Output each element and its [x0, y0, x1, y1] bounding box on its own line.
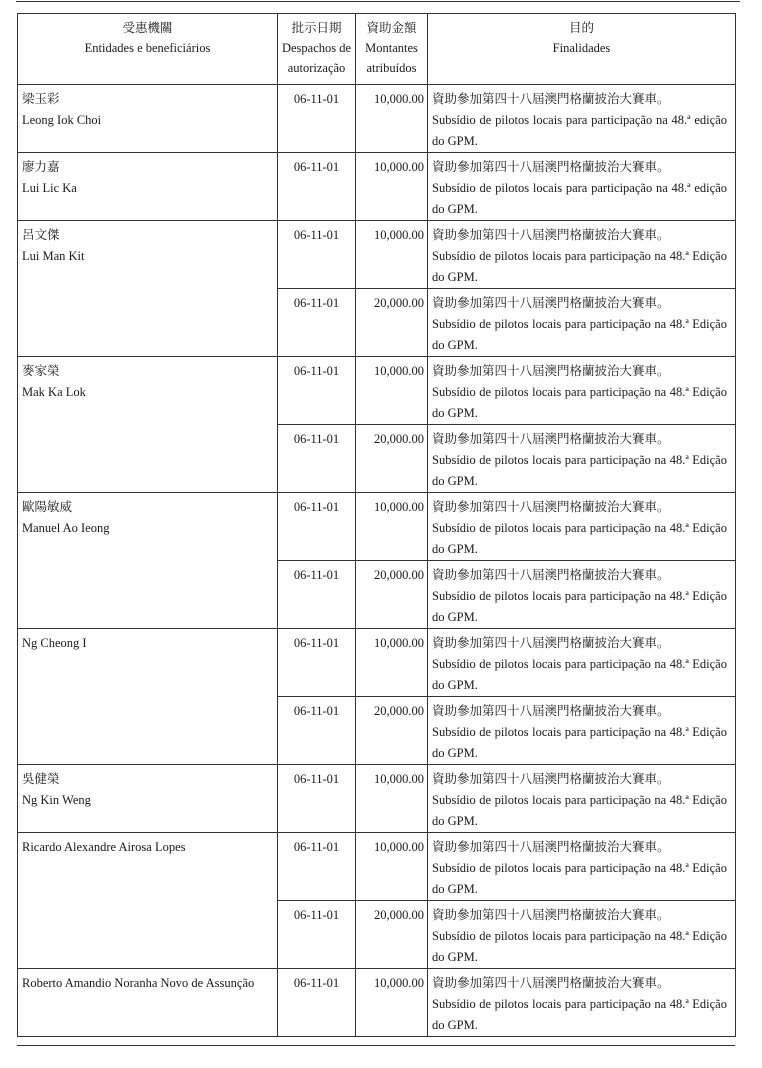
- purpose-cell: [428, 493, 736, 561]
- purpose-pt: Subsídio de pilotos locais para participação na 48.ª Edição do GPM.: [432, 589, 727, 624]
- purpose-zh: 資助參加第四十八屆澳門格蘭披治大賽車。: [432, 772, 670, 786]
- dispatch-date: 06-11-01: [278, 561, 356, 629]
- beneficiary-name-pt: Lui Man Kit: [22, 249, 85, 263]
- header-beneficiaries: [18, 14, 278, 85]
- dispatch-date: 06-11-01: [278, 289, 356, 357]
- grants-table: [17, 13, 736, 1037]
- purpose-cell: [428, 85, 736, 153]
- table-row: [18, 833, 736, 901]
- purpose-zh: 資助參加第四十八屆澳門格蘭披治大賽車。: [432, 432, 670, 446]
- purpose-zh: 資助參加第四十八屆澳門格蘭披治大賽車。: [432, 364, 670, 378]
- beneficiary-name-pt: Ng Kin Weng: [22, 793, 91, 807]
- table-row: [18, 85, 736, 153]
- purpose-cell: [428, 357, 736, 425]
- table-row: [18, 765, 736, 833]
- table-header-row: [18, 14, 736, 85]
- beneficiary-name-pt: Ricardo Alexandre Airosa Lopes: [22, 840, 186, 854]
- purpose-pt: Subsídio de pilotos locais para participação na 48.ª Edição do GPM.: [432, 793, 727, 828]
- amount: 10,000.00: [356, 493, 428, 561]
- dispatch-date: 06-11-01: [278, 697, 356, 765]
- beneficiary-cell: [18, 357, 278, 493]
- header-purpose: [428, 14, 736, 85]
- beneficiary-name-zh: 吳健榮: [22, 772, 60, 786]
- purpose-pt: Subsídio de pilotos locais para participação na 48.ª Edição do GPM.: [432, 385, 727, 420]
- amount: 10,000.00: [356, 85, 428, 153]
- purpose-cell: [428, 425, 736, 493]
- purpose-zh: 資助參加第四十八屆澳門格蘭披治大賽車。: [432, 296, 670, 310]
- dispatch-date: 06-11-01: [278, 221, 356, 289]
- beneficiary-cell: [18, 629, 278, 765]
- beneficiary-name-pt: Manuel Ao Ieong: [22, 521, 110, 535]
- header-amount-pt: Montantes atribuídos: [365, 41, 418, 75]
- header-dispatch-date-zh: 批示日期: [291, 21, 342, 35]
- purpose-pt: Subsídio de pilotos locais para participação na 48.ª Edição do GPM.: [432, 249, 727, 284]
- table-row: [18, 357, 736, 425]
- dispatch-date: 06-11-01: [278, 153, 356, 221]
- purpose-cell: [428, 221, 736, 289]
- purpose-pt: Subsídio de pilotos locais para participação na 48.ª Edição do GPM.: [432, 317, 727, 352]
- purpose-pt: Subsídio de pilotos locais para participação na 48.ª edição do GPM.: [432, 113, 727, 148]
- amount: 20,000.00: [356, 289, 428, 357]
- table-body: [18, 85, 736, 1037]
- beneficiary-name-zh: 歐陽敏威: [22, 500, 73, 514]
- purpose-zh: 資助參加第四十八屆澳門格蘭披治大賽車。: [432, 568, 670, 582]
- grants-table-container: [17, 13, 735, 1037]
- purpose-pt: Subsídio de pilotos locais para participação na 48.ª Edição do GPM.: [432, 861, 727, 896]
- beneficiary-cell: [18, 221, 278, 357]
- dispatch-date: 06-11-01: [278, 901, 356, 969]
- header-dispatch-date: [278, 14, 356, 85]
- amount: 10,000.00: [356, 629, 428, 697]
- table-row: [18, 221, 736, 289]
- purpose-zh: 資助參加第四十八屆澳門格蘭披治大賽車。: [432, 636, 670, 650]
- purpose-zh: 資助參加第四十八屆澳門格蘭披治大賽車。: [432, 500, 670, 514]
- purpose-cell: [428, 765, 736, 833]
- purpose-zh: 資助參加第四十八屆澳門格蘭披治大賽車。: [432, 92, 670, 106]
- beneficiary-name-zh: 麥家榮: [22, 364, 60, 378]
- dispatch-date: 06-11-01: [278, 765, 356, 833]
- dispatch-date: 06-11-01: [278, 493, 356, 561]
- purpose-zh: 資助參加第四十八屆澳門格蘭披治大賽車。: [432, 976, 670, 990]
- table-row: [18, 969, 736, 1037]
- bottom-rule: [17, 1045, 735, 1046]
- beneficiary-name-pt: Ng Cheong I: [22, 636, 87, 650]
- dispatch-date: 06-11-01: [278, 969, 356, 1037]
- table-row: [18, 153, 736, 221]
- purpose-zh: 資助參加第四十八屆澳門格蘭披治大賽車。: [432, 840, 670, 854]
- header-beneficiaries-pt: Entidades e beneficiários: [84, 41, 211, 55]
- beneficiary-name-zh: 廖力嘉: [22, 160, 60, 174]
- purpose-cell: [428, 697, 736, 765]
- beneficiary-cell: [18, 85, 278, 153]
- dispatch-date: 06-11-01: [278, 629, 356, 697]
- amount: 10,000.00: [356, 221, 428, 289]
- amount: 20,000.00: [356, 901, 428, 969]
- amount: 10,000.00: [356, 969, 428, 1037]
- beneficiary-cell: [18, 153, 278, 221]
- purpose-pt: Subsídio de pilotos locais para participação na 48.ª Edição do GPM.: [432, 657, 727, 692]
- header-amount: [356, 14, 428, 85]
- purpose-zh: 資助參加第四十八屆澳門格蘭披治大賽車。: [432, 704, 670, 718]
- header-purpose-pt: Finalidades: [552, 41, 611, 55]
- amount: 20,000.00: [356, 697, 428, 765]
- amount: 20,000.00: [356, 425, 428, 493]
- beneficiary-cell: [18, 833, 278, 969]
- beneficiary-name-zh: 梁玉彩: [22, 92, 60, 106]
- beneficiary-cell: [18, 969, 278, 1037]
- top-rule: [16, 1, 740, 2]
- beneficiary-name-pt: Lui Lic Ka: [22, 181, 77, 195]
- purpose-zh: 資助參加第四十八屆澳門格蘭披治大賽車。: [432, 228, 670, 242]
- beneficiary-name-zh: 呂文傑: [22, 228, 60, 242]
- dispatch-date: 06-11-01: [278, 85, 356, 153]
- dispatch-date: 06-11-01: [278, 833, 356, 901]
- header-beneficiaries-zh: 受惠機關: [122, 21, 173, 35]
- purpose-cell: [428, 833, 736, 901]
- amount: 10,000.00: [356, 153, 428, 221]
- purpose-pt: Subsídio de pilotos locais para participação na 48.ª Edição do GPM.: [432, 453, 727, 488]
- table-row: [18, 629, 736, 697]
- purpose-pt: Subsídio de pilotos locais para participação na 48.ª Edição do GPM.: [432, 997, 727, 1032]
- beneficiary-name-pt: Roberto Amandio Noranha Novo de Assunção: [22, 976, 255, 990]
- header-dispatch-date-pt: Despachos de autorização: [281, 41, 352, 75]
- amount: 10,000.00: [356, 765, 428, 833]
- purpose-pt: Subsídio de pilotos locais para participação na 48.ª Edição do GPM.: [432, 725, 727, 760]
- purpose-zh: 資助參加第四十八屆澳門格蘭披治大賽車。: [432, 908, 670, 922]
- beneficiary-name-pt: Leong Iok Choi: [22, 113, 102, 127]
- amount: 20,000.00: [356, 561, 428, 629]
- table-row: [18, 493, 736, 561]
- purpose-zh: 資助參加第四十八屆澳門格蘭披治大賽車。: [432, 160, 670, 174]
- amount: 10,000.00: [356, 357, 428, 425]
- beneficiary-name-pt: Mak Ka Lok: [22, 385, 86, 399]
- purpose-cell: [428, 153, 736, 221]
- beneficiary-cell: [18, 765, 278, 833]
- beneficiary-cell: [18, 493, 278, 629]
- purpose-cell: [428, 969, 736, 1037]
- purpose-pt: Subsídio de pilotos locais para participação na 48.ª Edição do GPM.: [432, 929, 727, 964]
- purpose-cell: [428, 629, 736, 697]
- header-purpose-zh: 目的: [568, 21, 594, 35]
- purpose-pt: Subsídio de pilotos locais para participação na 48.ª Edição do GPM.: [432, 521, 727, 556]
- header-amount-zh: 資助金額: [366, 21, 417, 35]
- dispatch-date: 06-11-01: [278, 425, 356, 493]
- purpose-cell: [428, 901, 736, 969]
- purpose-pt: Subsídio de pilotos locais para participação na 48.ª edição do GPM.: [432, 181, 727, 216]
- purpose-cell: [428, 561, 736, 629]
- amount: 10,000.00: [356, 833, 428, 901]
- dispatch-date: 06-11-01: [278, 357, 356, 425]
- purpose-cell: [428, 289, 736, 357]
